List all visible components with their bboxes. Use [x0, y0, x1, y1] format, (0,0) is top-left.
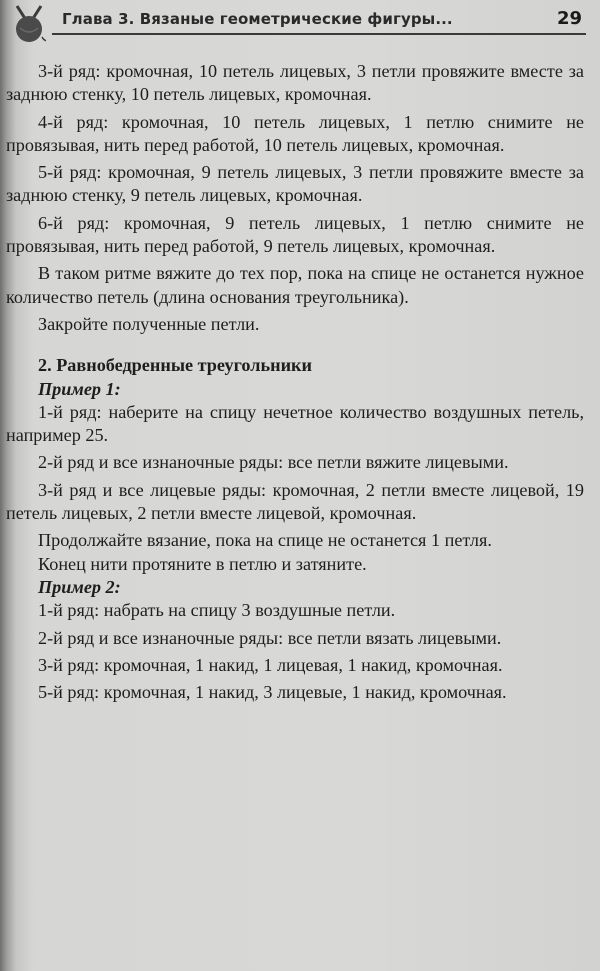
example-1-finish: Конец нити протяните в петлю и затяните. [38, 553, 367, 574]
example-2-row3: 3-й ряд: кромочная, 1 накид, 1 лицевая, 1 накид, кромочная. [38, 654, 503, 675]
example-1-label: Пример 1: [38, 378, 121, 399]
example-1-row3: 3-й ряд и все лицевые ряды: кромочная, 2 петли вместе лицевой, 19 петель лицевых, 2 петли вместе лицевой, кромочная. [6, 479, 584, 524]
example-1-row2: 2-й ряд и все изнаночные ряды: все петли вяжите лицевыми. [38, 452, 509, 473]
example-2-row1: 1-й ряд: набрать на спицу 3 воздушные петли. [38, 600, 396, 621]
running-header [0, 0, 600, 44]
chapter-title: Глава 3. Вязаные геометрические фигуры... [62, 10, 453, 28]
page-body [6, 60, 584, 708]
example-1-row1: 1-й ряд: наберите на спицу нечетное количество воздушных петель, например 25. [6, 401, 584, 446]
example-1-continue: Продолжайте вязание, пока на спице не останется 1 петля. [38, 530, 492, 551]
paragraph-rhythm: В таком ритме вяжите до тех пор, пока на спице не останется нужное количество петель (длина основания треугольника). [6, 263, 584, 307]
example-2-label: Пример 2: [38, 576, 121, 597]
page-number: 29 [556, 8, 582, 29]
paragraph-bind-off: Закройте полученные петли. [38, 313, 260, 334]
paragraph-row6: 6-й ряд: кромочная, 9 петель лицевых, 1 петлю снимите не провязывая, нить перед работой, 9 петель лицевых, кромочная. [6, 212, 584, 257]
header-rule [52, 33, 586, 35]
paragraph-row5: 5-й ряд: кромочная, 9 петель лицевых, 3 петли провяжите вместе за заднюю стенку, 9 петель лицевых, кромочная. [6, 162, 584, 206]
example-2-row2: 2-й ряд и все изнаночные ряды: все петли вязать лицевыми. [38, 627, 502, 648]
paragraph-row3: 3-й ряд: кромочная, 10 петель лицевых, 3 петли провяжите вместе за заднюю стенку, 10 петель лицевых, кромочная. [6, 61, 584, 105]
example-2-row5: 5-й ряд: кромочная, 1 накид, 3 лицевые, 1 накид, кромочная. [38, 682, 507, 703]
paragraph-row4: 4-й ряд: кромочная, 10 петель лицевых, 1 петлю снимите не провязывая, нить перед работой, 10 петель лицевых, кромочная. [6, 111, 584, 155]
section-heading: 2. Равнобедренные треугольники [38, 355, 313, 376]
yarn-ball-icon [12, 4, 46, 44]
